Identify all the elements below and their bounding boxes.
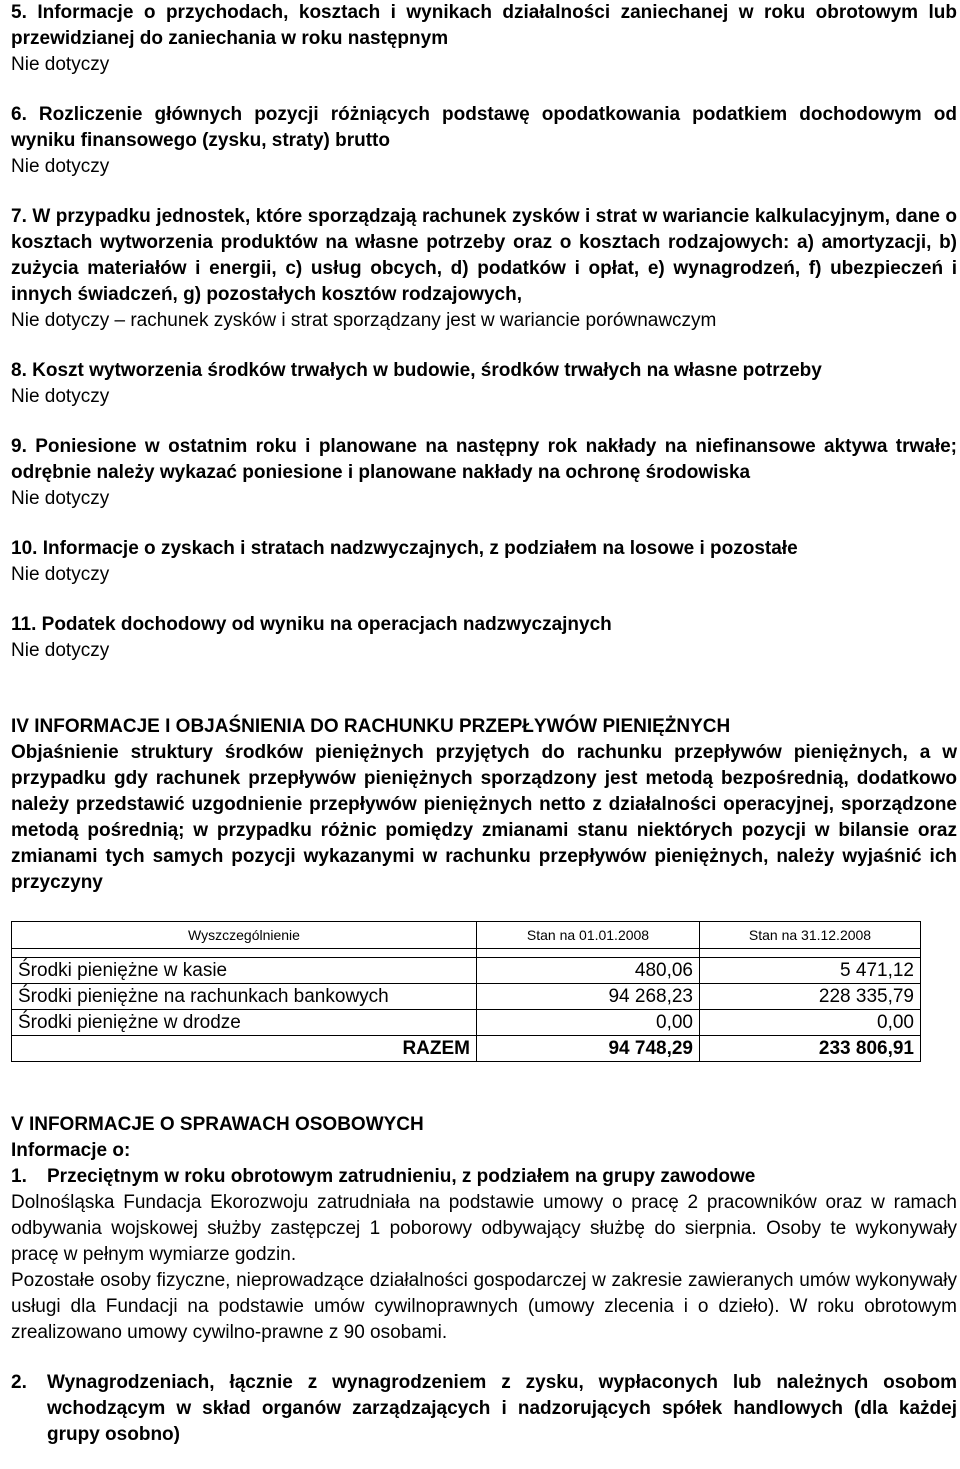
part-4-intro: Objaśnienie struktury środków pieniężnych przyjętych do rachunku przepływów pieniężnych, a w przypadku gdy rachunek przepływów pieniężnych sporządzony jest metodą bezpośrednią, dodatkowo należy przedstawić uzgodnienie przepływów pieniężnych netto z działalności operacyjnej, sporządzone metodą pośrednią; w przypadku różnic pomiędzy zmianami stanu niektórych pozycji w bilansie oraz zmianami tych samych pozycji wykazanymi w rachunku przepływów pieniężnych, należy wyjaśnić ich przyczyny: [11, 742, 957, 893]
table-header-cell: Wyszczególnienie: [12, 922, 477, 949]
table-cell: Środki pieniężne w drodze: [12, 1010, 477, 1036]
table-spacer-row: [12, 949, 921, 958]
section-7-answer: Nie dotyczy – rachunek zysków i strat sporządzany jest w wariancie porównawczym: [11, 310, 717, 331]
table-cell: 0,00: [477, 1010, 700, 1036]
item-2-title: Wynagrodzeniach, łącznie z wynagrodzeniem z zysku, wypłaconych lub należnych osobom wchodzącym w skład organów zarządzających i nadzorujących spółek handlowych (dla każdej grupy osobno): [47, 1372, 957, 1445]
part-4-heading: IV INFORMACJE I OBJAŚNIENIA DO RACHUNKU PRZEPŁYWÓW PIENIĘŻNYCH: [11, 716, 731, 737]
section-7-title: 7. W przypadku jednostek, które sporządzają rachunek zysków i strat w wariancie kalkulacyjnym, dane o kosztach wytworzenia produktów na własne potrzeby oraz o kosztach rodzajowych: a) amortyzacji, b) zużycia materiałów i energii, c) usług obcych, d) podatków i opłat, e) wynagrodzeń, f) ubezpieczeń i innych świadczeń, g) pozostałych kosztów rodzajowych,: [11, 206, 957, 305]
section-11-answer: Nie dotyczy: [11, 640, 110, 661]
item-2-number: 2.: [11, 1372, 27, 1393]
table-cell: 480,06: [477, 958, 700, 984]
item-1-title: Przeciętnym w roku obrotowym zatrudnieniu, z podziałem na grupy zawodowe: [47, 1166, 756, 1187]
section-11-title: 11. Podatek dochodowy od wyniku na operacjach nadzwyczajnych: [11, 614, 612, 635]
table-row: [12, 958, 921, 984]
section-6-answer: Nie dotyczy: [11, 156, 110, 177]
table-cell: 233 806,91: [700, 1036, 921, 1062]
section-9-answer: Nie dotyczy: [11, 488, 110, 509]
cash-table: [11, 921, 921, 1062]
table-cell: 94 268,23: [477, 984, 700, 1010]
item-2-heading: [11, 1370, 957, 1448]
section-5-title: 5. Informacje o przychodach, kosztach i wynikach działalności zaniechanej w roku obrotowym lub przewidzianej do zaniechania w roku następnym: [11, 2, 957, 49]
section-10-answer: Nie dotyczy: [11, 564, 110, 585]
table-header-row: [12, 922, 921, 949]
table-cell: 0,00: [700, 1010, 921, 1036]
section-8-answer: Nie dotyczy: [11, 386, 110, 407]
table-cell: Środki pieniężne w kasie: [12, 958, 477, 984]
table-cell: 5 471,12: [700, 958, 921, 984]
section-8-title: 8. Koszt wytworzenia środków trwałych w budowie, środków trwałych na własne potrzeby: [11, 360, 822, 381]
table-cell: 94 748,29: [477, 1036, 700, 1062]
table-row: [12, 1010, 921, 1036]
item-1-heading: [11, 1164, 957, 1190]
table-cell: Środki pieniężne na rachunkach bankowych: [12, 984, 477, 1010]
table-total-row: [12, 1036, 921, 1062]
section-10-title: 10. Informacje o zyskach i stratach nadzwyczajnych, z podziałem na losowe i pozostałe: [11, 538, 798, 559]
item-1-number: 1.: [11, 1166, 27, 1187]
table-header-cell: Stan na 01.01.2008: [477, 922, 700, 949]
section-9-title: 9. Poniesione w ostatnim roku i planowane na następny rok nakłady na niefinansowe aktywa trwałe; odrębnie należy wykazać poniesione i planowane nakłady na ochronę środowiska: [11, 436, 957, 483]
section-6-title: 6. Rozliczenie głównych pozycji różniących podstawę opodatkowania podatkiem dochodowym od wyniku finansowego (zysku, straty) brutto: [11, 104, 957, 151]
part-5-subheading: Informacje o:: [11, 1140, 131, 1161]
part-5-heading: V INFORMACJE O SPRAWACH OSOBOWYCH: [11, 1114, 424, 1135]
item-1-paragraph-1: Dolnośląska Fundacja Ekorozwoju zatrudniała na podstawie umowy o pracę 2 pracowników oraz w ramach odbywania wojskowej służby zastępczej 1 poborowy odbywający służbę do sierpnia. Osoby te wykonywały pracę w pełnym wymiarze godzin.: [11, 1192, 957, 1265]
document-page: [11, 0, 957, 1448]
table-header-cell: Stan na 31.12.2008: [700, 922, 921, 949]
table-cell: RAZEM: [12, 1036, 477, 1062]
section-5-answer: Nie dotyczy: [11, 54, 110, 75]
table-row: [12, 984, 921, 1010]
item-1-paragraph-2: Pozostałe osoby fizyczne, nieprowadzące działalności gospodarczej w zakresie zawieranych umów wykonywały usługi dla Fundacji na podstawie umów cywilnoprawnych (umowy zlecenia i o dzieło). W roku obrotowym zrealizowano umowy cywilno-prawne z 90 osobami.: [11, 1270, 957, 1343]
table-cell: 228 335,79: [700, 984, 921, 1010]
